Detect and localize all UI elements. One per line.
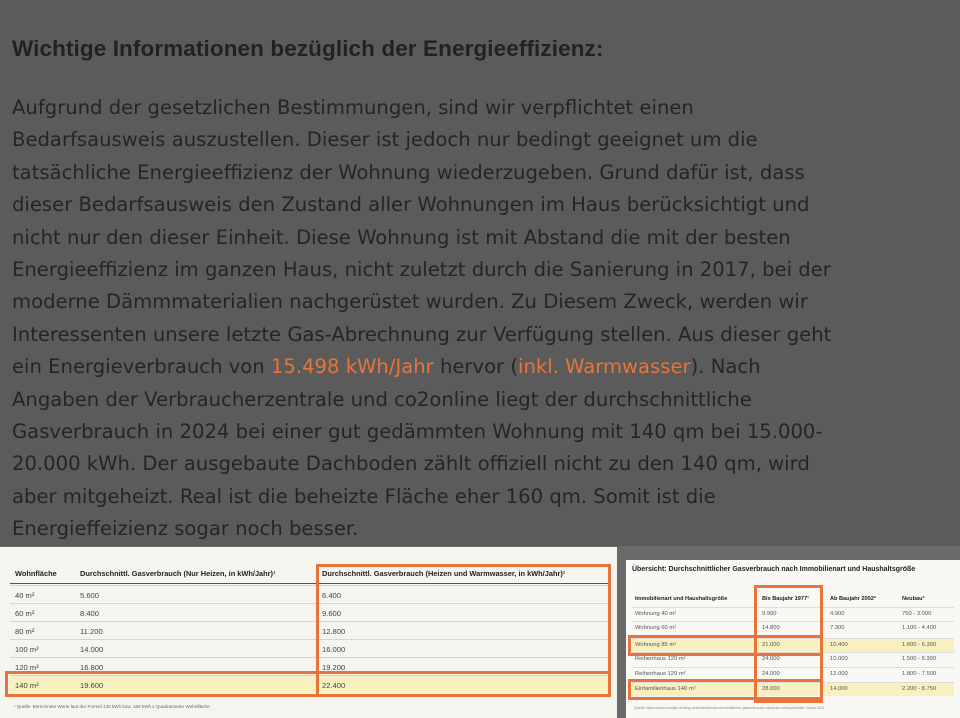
table-cell: 140 m² <box>15 681 39 690</box>
table-cell: 5.600 <box>80 591 100 600</box>
table-cell: 22.400 <box>322 681 346 690</box>
paragraph-line: Angaben der Verbraucherzentrale und co2online liegt der durchschnittliche <box>12 387 752 411</box>
table-cell: 1.800 - 7.500 <box>902 671 937 677</box>
table-header-2002: Ab Baujahr 2002² <box>830 596 876 602</box>
gas-consumption-table-by-area <box>0 547 617 718</box>
paragraph-line: Interessenten unsere letzte Gas-Abrechnung zur Verfügung stellen. Aus dieser geht <box>12 322 832 346</box>
table-header-new: Neubau³ <box>902 596 925 602</box>
text-fragment: ein Energieverbrauch von <box>12 355 271 379</box>
table-cell: 1.100 - 4.400 <box>902 625 937 631</box>
table-cell: Wohnung 60 m² <box>635 625 677 631</box>
table-cell: 16.000 <box>322 645 346 654</box>
table-header-heating-water: Durchschnittl. Gasverbrauch (Heizen und Warmwasser, in kWh/Jahr)¹ <box>322 569 566 578</box>
table-cell: 4.900 <box>830 611 845 617</box>
table-header-1977: Bis Baujahr 1977¹ <box>762 596 809 602</box>
text-fragment: hervor ( <box>433 355 518 379</box>
table-cell: 1.600 - 6.300 <box>902 642 937 648</box>
paragraph-line: Energieeffizienz im ganzen Haus, nicht zuletzt durch die Sanierung in 2017, bei der <box>12 258 831 282</box>
table-cell: 11.200 <box>80 627 103 636</box>
table-cell: 19.600 <box>80 681 104 690</box>
table-cell: 40 m² <box>15 591 35 600</box>
table-cell: 24.000 <box>762 671 780 677</box>
paragraph-line: Energieffeizienz sogar noch besser. <box>12 517 359 541</box>
paragraph-line: Aufgrund der gesetzlichen Bestimmungen, sind wir verpflichtet einen <box>12 96 694 119</box>
table-cell: 14.000 <box>80 645 104 654</box>
paragraph-line: 20.000 kWh. Der ausgebaute Dachboden zählt offiziell nicht zu den 140 qm, wird <box>12 452 810 476</box>
gas-consumption-table-by-property <box>626 560 960 718</box>
table-source-note: ¹ Quelle: Berechnete Werte laut der Formel 140 kWh bzw. 160 kWh x Quadratmeter Wohnfläche <box>14 704 210 709</box>
paragraph-line: nicht nur den dieser Einheit. Diese Wohnung ist mit Abstand die mit der besten <box>12 225 791 249</box>
page-heading: Wichtige Informationen bezüglich der Energieeffizienz: <box>12 36 604 61</box>
highlight-frame-row <box>5 671 611 697</box>
table-cell: 60 m² <box>15 609 35 618</box>
table-title: Übersicht: Durchschnittlicher Gasverbrauch nach Immobilienart und Haushaltsgröße <box>632 566 916 573</box>
table-header-area: Wohnfläche <box>15 569 57 578</box>
table-cell: 9.900 <box>762 611 777 617</box>
table-cell: 10.000 <box>830 656 848 662</box>
table-cell: 7.300 <box>830 625 845 631</box>
table-cell: 12.000 <box>830 671 848 677</box>
warmwater-highlight: inkl. Warmwasser <box>518 355 691 379</box>
highlight-frame-row <box>628 679 823 700</box>
table-cell: 1.500 - 6.300 <box>902 656 937 662</box>
table-cell: 14.000 <box>830 686 848 692</box>
table-cell: 24.000 <box>762 656 780 662</box>
paragraph-line: Bedarfsausweis auszustellen. Dieser ist jedoch nur bedingt geeignet um die <box>12 128 758 152</box>
body-paragraph <box>12 92 952 546</box>
table-cell: 12.800 <box>322 627 346 636</box>
table-cell: Einfamilienhaus 140 m² <box>635 686 696 692</box>
table-cell: 120 m² <box>15 663 39 672</box>
paragraph-line: aber mitgeheizt. Real ist die beheizte Fläche eher 160 qm. Somit ist die <box>12 484 716 508</box>
table-cell: Wohnung 40 m² <box>635 611 677 617</box>
table-cell: Reihenhaus 120 m² <box>635 671 686 677</box>
table-cell: 14.800 <box>762 625 780 631</box>
text-fragment: ). Nach <box>690 355 761 379</box>
table-cell: 750 - 3.000 <box>902 611 932 617</box>
table-cell: 2.200 - 8.750 <box>902 686 937 692</box>
table-cell: Wohnung 85 m² <box>635 642 677 648</box>
consumption-value-highlight: 15.498 kWh/Jahr <box>270 355 434 379</box>
table-cell: 9.600 <box>322 609 342 618</box>
table-cell: 28.000 <box>762 686 780 692</box>
paragraph-line: Gasverbrauch in 2024 bei einer gut gedämmten Wohnung mit 140 qm bei 15.000- <box>12 420 823 444</box>
table-cell: 21.000 <box>762 642 780 648</box>
paragraph-line: dieser Bedarfsausweis den Zustand aller Wohnungen im Haus berücksichtigt und <box>12 193 810 217</box>
paragraph-line: tatsächliche Energieeffizienz der Wohnung wiederzugeben. Grund dafür ist, dass <box>12 160 805 184</box>
paragraph-line: moderne Dämmmaterialien nachgerüstet wurden. Zu Diesem Zweck, werden wir <box>12 290 808 314</box>
table-header-property: Immobilienart und Haushaltsgröße <box>635 596 728 602</box>
table-cell: 8.400 <box>80 609 100 618</box>
table-header-heating: Durchschnittl. Gasverbrauch (Nur Heizen, in kWh/Jahr)¹ <box>80 569 276 578</box>
table-cell: 80 m² <box>15 627 35 636</box>
table-cell: Reihenhaus 120 m² <box>635 656 686 662</box>
table-cell: 16.800 <box>80 663 104 672</box>
table-cell: 100 m² <box>15 645 39 654</box>
table-cell: 10.400 <box>830 642 848 648</box>
table-source-note: Quelle: https://www.energie.de/blog-uebersichten/durchschnittlicher-gasverbrauch-haushalt-verbrauchsliste, Stand 2021 <box>634 706 825 710</box>
table-cell: 19.200 <box>322 663 346 672</box>
table-cell: 6.400 <box>322 591 342 600</box>
highlight-frame-row <box>628 635 823 656</box>
paragraph-line-consumption <box>12 351 952 383</box>
